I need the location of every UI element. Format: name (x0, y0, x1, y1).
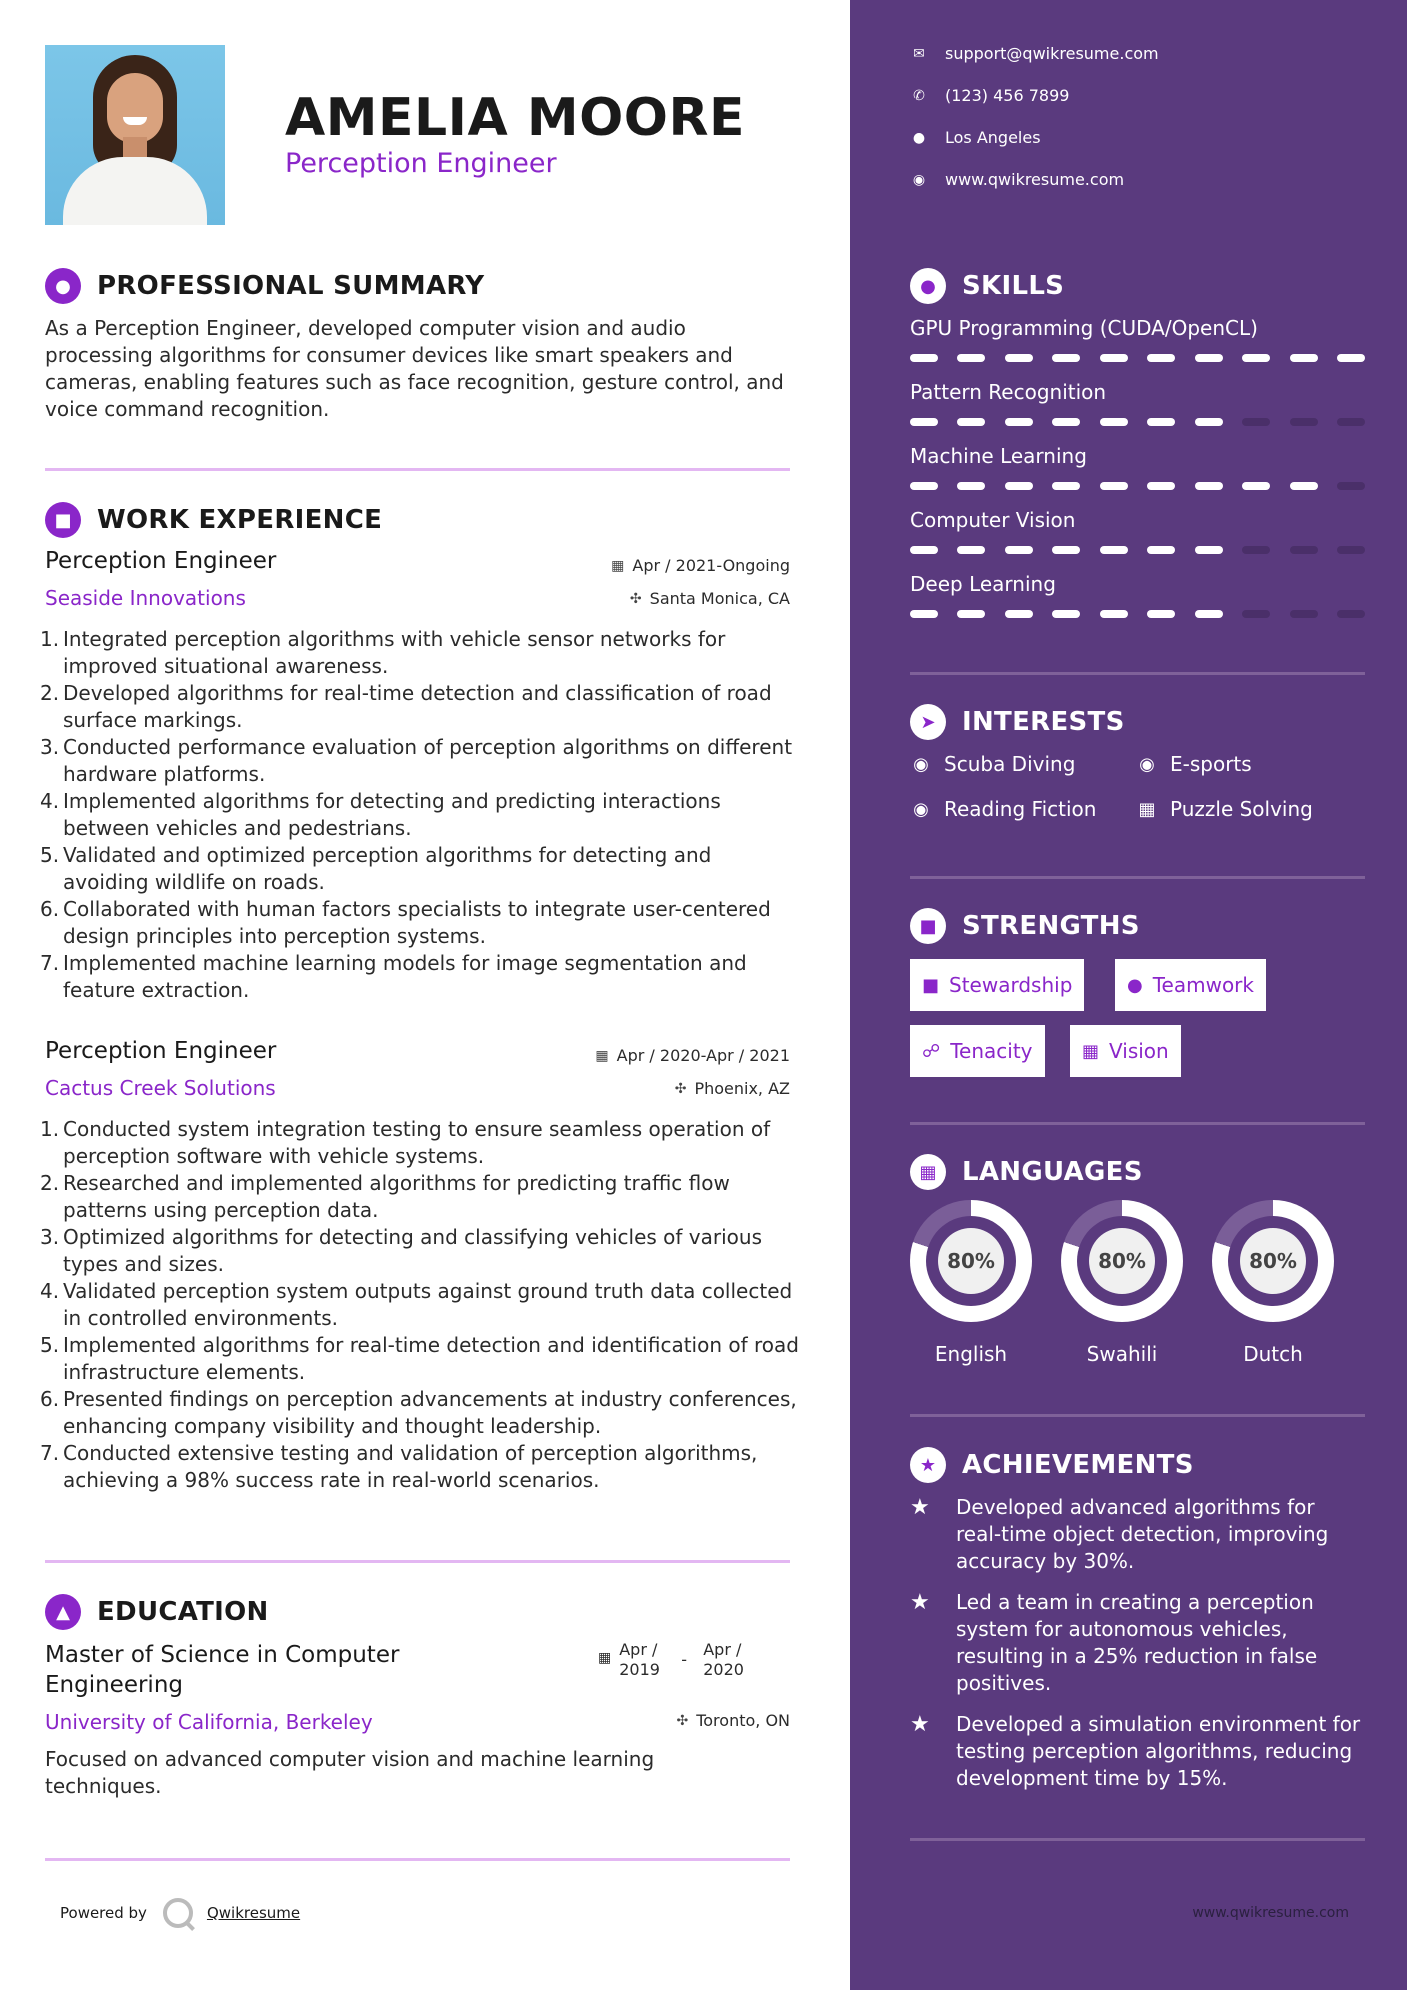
skill-level-dash (1052, 482, 1080, 490)
profile-photo (45, 45, 225, 225)
skill-level-bar (910, 546, 1365, 554)
skill-level-dash (1005, 482, 1033, 490)
star-icon: ★ (910, 1495, 930, 1520)
skill-level-dash (1337, 354, 1365, 362)
language-name: English (934, 1342, 1008, 1366)
section-divider (45, 1858, 790, 1861)
users-icon: ● (1127, 974, 1143, 996)
pin-icon: ✣ (676, 1712, 689, 1729)
skill-level-dash (1100, 354, 1128, 362)
summary-heading: ● PROFESSIONAL SUMMARY (45, 268, 484, 304)
list-item: 2. Researched and implemented algorithms for predicting traffic flow patterns using perception data. (40, 1171, 730, 1222)
strength-badge: ☍ Tenacity (910, 1025, 1045, 1077)
graduation-icon: ▲ (45, 1594, 81, 1630)
candidate-name: AMELIA MOORE (285, 88, 746, 148)
achievements-heading: ★ ACHIEVEMENTS (910, 1447, 1194, 1483)
interest-item: ▦ Puzzle Solving (1134, 797, 1313, 821)
skill-level-dash (1100, 418, 1128, 426)
phone-icon: ✆ (913, 87, 925, 104)
degree-title: Master of Science in Computer Engineering (45, 1642, 400, 1698)
job-title: Perception Engineer (45, 548, 277, 574)
skill-level-dash (1195, 610, 1223, 618)
education-heading: ▲ EDUCATION (45, 1594, 269, 1630)
skill-level-dash (1005, 418, 1033, 426)
skill-level-dash (1242, 482, 1270, 490)
skill-level-dash (1147, 354, 1175, 362)
skill-level-dash (1100, 610, 1128, 618)
skill-level-dash (957, 354, 985, 362)
sidebar (850, 0, 1407, 1990)
calendar-icon: ▦ (611, 557, 625, 574)
qwikresume-link[interactable]: Qwikresume (206, 1904, 301, 1922)
strengths-heading: ■ STRENGTHS (910, 908, 1140, 944)
education-description: Focused on advanced computer vision and machine learning techniques. (45, 1747, 655, 1798)
skill-level-bar (910, 354, 1365, 362)
achievement-item: ★ Developed advanced algorithms for real-time object detection, improving accuracy by 30%. (910, 1495, 1329, 1573)
section-divider (910, 1838, 1365, 1841)
skill-level-bar (910, 610, 1365, 618)
job-dates: ▦ Apr / 2020-Apr / 2021 (595, 1046, 790, 1065)
briefcase-icon: ■ (922, 974, 940, 996)
skill-level-dash (1100, 546, 1128, 554)
lifebuoy-icon: ◉ (913, 753, 929, 775)
strength-badge: ▦ Vision (1070, 1025, 1181, 1077)
skill-level-dash (957, 482, 985, 490)
skill-level-dash (1005, 354, 1033, 362)
strength-badge: ● Teamwork (1115, 959, 1266, 1011)
school-name: University of California, Berkeley (45, 1710, 373, 1734)
job-bullets (40, 1116, 800, 1494)
language-item (1061, 1200, 1183, 1366)
skill-level-dash (1052, 418, 1080, 426)
language-icon: ▦ (910, 1154, 946, 1190)
skill-level-dash (1195, 354, 1223, 362)
achievement-item: ★ Developed a simulation environment for testing perception algorithms, reducing development time by 15%. (910, 1712, 1361, 1790)
skill-level-dash (1147, 482, 1175, 490)
skill-name: Machine Learning (910, 444, 1087, 468)
skill-level-dash (1337, 418, 1365, 426)
skill-level-bar (910, 482, 1365, 490)
interest-item: ◉ Reading Fiction (908, 797, 1096, 821)
language-name: Swahili (1086, 1342, 1158, 1366)
star-icon: ★ (910, 1447, 946, 1483)
education-dates: ▦ Apr / 2019 - Apr / 2020 (598, 1640, 763, 1680)
education-end: Apr / 2020 (703, 1640, 744, 1679)
section-divider (910, 876, 1365, 879)
skill-level-dash (1195, 546, 1223, 554)
list-item: 6. Collaborated with human factors specialists to integrate user-centered design principles into perception systems. (40, 897, 771, 948)
interest-item: ◉ Scuba Diving (908, 752, 1075, 776)
skill-level-dash (1290, 482, 1318, 490)
contact-phone: ✆ (123) 456 7899 (910, 86, 1069, 105)
section-divider (910, 1414, 1365, 1417)
qwikresume-logo-icon (163, 1898, 193, 1928)
skill-level-dash (1242, 610, 1270, 618)
summary-text: As a Perception Engineer, developed computer vision and audio processing algorithms for consumer devices like smart speakers and cameras, enabling features such as face recognition, gesture control, and voice command recognition. (45, 316, 784, 421)
skill-level-dash (910, 482, 938, 490)
list-item: 6. Presented findings on perception advancements at industry conferences, enhancing company visibility and thought leadership. (40, 1387, 797, 1438)
skill-level-dash (1337, 610, 1365, 618)
paper-plane-icon: ➤ (910, 704, 946, 740)
skill-level-dash (1052, 610, 1080, 618)
skill-name: Deep Learning (910, 572, 1056, 596)
contact-website[interactable]: ◉ www.qwikresume.com (910, 170, 1124, 189)
language-progress-ring: 80% (1061, 1200, 1183, 1322)
language-progress-ring: 80% (910, 1200, 1032, 1322)
skill-name: Pattern Recognition (910, 380, 1107, 404)
powered-by: Powered by Qwikresume (60, 1898, 300, 1928)
pin-icon: ✣ (674, 1080, 687, 1097)
job-location: ✣ Phoenix, AZ (674, 1079, 790, 1098)
skill-name: GPU Programming (CUDA/OpenCL) (910, 316, 1258, 340)
strength-badge: ■ Stewardship (910, 959, 1084, 1011)
skill-name: Computer Vision (910, 508, 1076, 532)
section-divider (910, 1122, 1365, 1125)
skill-level-dash (1242, 354, 1270, 362)
list-item: 5. Implemented algorithms for real-time detection and identification of road infrastructure elements. (40, 1333, 799, 1384)
skill-level-dash (910, 354, 938, 362)
skill-level-dash (957, 546, 985, 554)
globe-icon: ◉ (912, 171, 926, 188)
skill-level-dash (1052, 546, 1080, 554)
list-item: 1. Integrated perception algorithms with vehicle sensor networks for improved situational awareness. (40, 627, 726, 678)
lifebuoy-icon: ◉ (1139, 753, 1155, 775)
job-title: Perception Engineer (45, 1038, 277, 1064)
skill-level-dash (910, 418, 938, 426)
interests-heading: ➤ INTERESTS (910, 704, 1125, 740)
skill-level-dash (1147, 418, 1175, 426)
language-progress-ring: 80% (1212, 1200, 1334, 1322)
briefcase-icon: ■ (45, 502, 81, 538)
star-icon: ★ (910, 1712, 930, 1737)
section-divider (910, 672, 1365, 675)
fist-icon: ■ (910, 908, 946, 944)
calendar-icon: ▦ (598, 1650, 612, 1666)
envelope-icon: ✉ (913, 45, 925, 62)
education-location: ✣ Toronto, ON (676, 1711, 790, 1730)
list-item: 4. Validated perception system outputs against ground truth data collected in controlled environments. (40, 1279, 793, 1330)
list-item: 5. Validated and optimized perception algorithms for detecting and avoiding wildlife on roads. (40, 843, 712, 894)
lightbulb-icon: ● (910, 268, 946, 304)
candidate-role: Perception Engineer (285, 148, 557, 179)
skill-level-dash (1195, 418, 1223, 426)
skill-level-bar (910, 418, 1365, 426)
calendar-icon: ▦ (595, 1047, 609, 1064)
section-divider (45, 468, 790, 471)
skill-level-dash (1290, 354, 1318, 362)
gamepad-icon: ◉ (913, 798, 929, 820)
experience-heading: ■ WORK EXPERIENCE (45, 502, 382, 538)
list-item: 7. Conducted extensive testing and validation of perception algorithms, achieving a 98% success rate in real-world scenarios. (40, 1441, 758, 1492)
list-item: 3. Optimized algorithms for detecting and classifying vehicles of various types and sizes. (40, 1225, 763, 1276)
job-company: Seaside Innovations (45, 586, 246, 610)
interest-item: ◉ E-sports (1134, 752, 1252, 776)
link-icon: ☍ (922, 1040, 941, 1062)
skill-level-dash (1195, 482, 1223, 490)
list-item: 2. Developed algorithms for real-time detection and classification of road surface markings. (40, 681, 772, 732)
skill-level-dash (1147, 546, 1175, 554)
skill-level-dash (1052, 354, 1080, 362)
list-item: 3. Conducted performance evaluation of perception algorithms on different hardware platforms. (40, 735, 793, 786)
skill-level-dash (1290, 610, 1318, 618)
job-location: ✣ Santa Monica, CA (629, 589, 790, 608)
skill-level-dash (1337, 482, 1365, 490)
skill-level-dash (1290, 418, 1318, 426)
list-item: 7. Implemented machine learning models for image segmentation and feature extraction. (40, 951, 747, 1002)
skill-level-dash (1100, 482, 1128, 490)
skill-level-dash (1290, 546, 1318, 554)
education-start: Apr / 2019 (619, 1640, 660, 1679)
map-pin-icon: ● (912, 129, 926, 146)
skill-level-dash (1147, 610, 1175, 618)
list-item: 1. Conducted system integration testing to ensure seamless operation of perception software with vehicle systems. (40, 1117, 771, 1168)
skill-level-dash (957, 610, 985, 618)
star-icon: ★ (910, 1590, 930, 1615)
footer-website[interactable]: www.qwikresume.com (1192, 1905, 1349, 1921)
user-icon: ● (45, 268, 81, 304)
contact-location: ● Los Angeles (910, 128, 1041, 147)
binoculars-icon: ▦ (1082, 1040, 1100, 1062)
language-name: Dutch (1243, 1342, 1303, 1366)
section-divider (45, 1560, 790, 1563)
skill-level-dash (910, 610, 938, 618)
pin-icon: ✣ (629, 590, 642, 607)
list-item: 4. Implemented algorithms for detecting and predicting interactions between vehicles and pedestrians. (40, 789, 721, 840)
job-bullets (40, 626, 800, 1004)
skill-level-dash (1242, 546, 1270, 554)
book-icon: ▦ (1138, 798, 1156, 820)
skill-level-dash (910, 546, 938, 554)
language-item (910, 1200, 1032, 1366)
job-company: Cactus Creek Solutions (45, 1076, 276, 1100)
skill-level-dash (1005, 610, 1033, 618)
language-item (1212, 1200, 1334, 1366)
job-dates: ▦ Apr / 2021-Ongoing (611, 556, 790, 575)
skill-level-dash (1337, 546, 1365, 554)
languages-heading: ▦ LANGUAGES (910, 1154, 1143, 1190)
contact-email[interactable]: ✉ support@qwikresume.com (910, 44, 1159, 63)
skill-level-dash (957, 418, 985, 426)
skill-level-dash (1242, 418, 1270, 426)
achievement-item: ★ Led a team in creating a perception system for autonomous vehicles, resulting in a 25% reduction in false positives. (910, 1590, 1318, 1695)
skill-level-dash (1005, 546, 1033, 554)
skills-heading: ● SKILLS (910, 268, 1064, 304)
